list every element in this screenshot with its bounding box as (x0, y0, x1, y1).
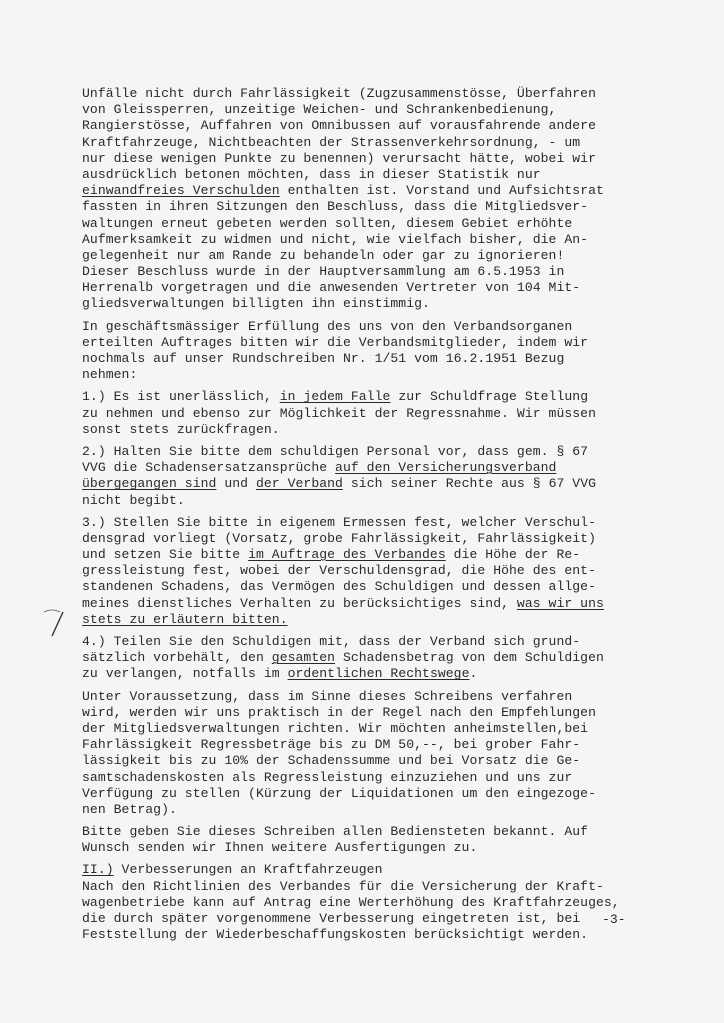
text-segment: Verbesserungen an Kraftfahrzeugen (113, 862, 383, 878)
text-line (82, 927, 702, 943)
text-segment: Feststellung der Wiederbeschaffungskosten berücksichtigt werden. (82, 927, 589, 943)
page-number: -3- (602, 912, 626, 927)
text-line (82, 596, 702, 612)
text-line (82, 493, 702, 509)
text-segment: und setzen Sie bitte (82, 547, 249, 563)
underlined-text: übergegangen sind (82, 476, 217, 492)
text-line (82, 531, 702, 547)
text-segment: Schadensbetrag von dem Schuldigen (335, 650, 604, 666)
text-line (82, 296, 702, 312)
paragraph (82, 86, 702, 313)
paragraph (82, 862, 702, 943)
text-segment: Bitte geben Sie dieses Schreiben allen Bediensteten bekannt. Auf (82, 824, 589, 840)
underlined-text: II.) (82, 862, 114, 878)
paragraph (82, 389, 702, 438)
text-segment: wagenbetriebe kann auf Antrag eine Werterhöhung des Kraftfahrzeuges, (82, 894, 620, 910)
text-segment: sätzlich vorbehält, den (82, 650, 272, 666)
text-segment: die Höhe der Re- (445, 547, 581, 563)
text-line (82, 650, 702, 666)
underlined-text: stets zu erläutern bitten. (82, 611, 288, 627)
underlined-text: der Verband (255, 476, 343, 492)
text-line (82, 135, 702, 151)
text-segment: erteilten Auftrages bitten wir die Verbandsmitglieder, indem wir (82, 334, 589, 350)
text-segment: 3.) Stellen Sie bitte in eigenem Ermessen fest, welcher Verschul- (82, 514, 596, 530)
underlined-text: auf den Versicherungsverband (335, 460, 557, 476)
text-line (82, 879, 702, 895)
text-segment: Herrenalb vorgetragen und die anwesenden Vertreter von 104 Mit- (82, 280, 581, 296)
text-segment: Fahrlässigkeit Regressbeträge bis zu DM 50,--, bei grober Fahr- (82, 737, 581, 753)
text-segment: gressleistung fest, wobei der Verschuldensgrad, die Höhe des ent- (82, 563, 596, 579)
text-segment: zur Schuldfrage Stellung (390, 389, 589, 405)
text-line (82, 689, 702, 705)
text-line (82, 319, 702, 335)
text-line (82, 786, 702, 802)
text-line (82, 515, 702, 531)
paragraph (82, 515, 702, 628)
text-segment: nehmen: (82, 367, 138, 383)
text-segment: nen Betrag). (82, 801, 177, 817)
text-segment: lässigkeit bis zu 10% der Schadenssumme und bei Vorsatz die Ge- (82, 753, 581, 769)
text-segment: Wunsch senden wir Ihnen weitere Ausfertigungen zu. (82, 840, 478, 856)
document-body (82, 86, 702, 949)
text-segment: zu nehmen und ebenso zur Möglichkeit der Regressnahme. Wir müssen (82, 405, 596, 421)
text-line (82, 86, 702, 102)
text-line (82, 721, 702, 737)
text-segment: waltungen erneut gebeten werden sollten, diesem Gebiet erhöhte (82, 215, 573, 231)
text-line (82, 770, 702, 786)
text-segment: und (216, 476, 256, 492)
text-line (82, 199, 702, 215)
text-line (82, 634, 702, 650)
text-segment: Kraftfahrzeuge, Nichtbeachten der Strassenverkehrsordnung, - um (82, 134, 581, 150)
text-line (82, 737, 702, 753)
text-line (82, 666, 702, 682)
text-segment: gliedsverwaltungen billigten ihn einstimmig. (82, 296, 430, 312)
text-segment: 1.) Es ist unerlässlich, (82, 389, 280, 405)
text-line (82, 705, 702, 721)
underlined-text: ordentlichen Rechtswege (287, 666, 470, 682)
text-segment: fassten in ihren Sitzungen den Beschluss, dass die Mitgliedsver- (82, 199, 589, 215)
text-segment: In geschäftsmässiger Erfüllung des uns von den Verbandsorganen (82, 318, 573, 334)
text-line (82, 118, 702, 134)
text-line (82, 460, 702, 476)
text-line (82, 167, 702, 183)
text-line (82, 579, 702, 595)
underlined-text: gesamten (271, 650, 336, 666)
text-line (82, 802, 702, 818)
text-line (82, 351, 702, 367)
text-segment: samtschadenskosten als Regressleistung einzuziehen und uns zur (82, 769, 573, 785)
text-line (82, 862, 702, 878)
text-segment: nicht begibt. (82, 492, 185, 508)
underlined-text: einwandfreies Verschulden (82, 183, 280, 199)
text-line (82, 335, 702, 351)
paragraph (82, 319, 702, 384)
text-line (82, 444, 702, 460)
text-segment: ausdrücklich betonen möchten, dass in dieser Statistik nur (82, 166, 541, 182)
text-segment: Dieser Beschluss wurde in der Hauptversammlung am 6.5.1953 in (82, 264, 565, 280)
paragraph (82, 444, 702, 509)
text-line (82, 612, 702, 628)
text-line (82, 895, 702, 911)
text-line (82, 216, 702, 232)
text-segment: . (469, 666, 478, 682)
text-segment: der Mitgliedsverwaltungen richten. Wir möchten anheimstellen,bei (82, 720, 589, 736)
text-line (82, 824, 702, 840)
text-segment: VVG die Schadensersatzansprüche (82, 460, 336, 476)
paragraph (82, 824, 702, 856)
text-segment: zu verlangen, notfalls im (82, 666, 288, 682)
text-segment: nochmals auf unser Rundschreiben Nr. 1/51 vom 16.2.1951 Bezug (82, 351, 565, 366)
text-line (82, 547, 702, 563)
text-segment: standenen Schadens, das Vermögen des Schuldigen und dessen allge- (82, 579, 596, 595)
text-segment: wird, werden wir uns praktisch in der Regel nach den Empfehlungen (82, 704, 596, 720)
text-line (82, 476, 702, 492)
text-line (82, 422, 702, 438)
text-line (82, 753, 702, 769)
text-segment: die durch später vorgenommene Verbesserung eingetreten ist, bei (82, 911, 581, 926)
text-segment: nur diese wenigen Punkte zu benennen) verursacht hätte, wobei wir (82, 150, 596, 166)
text-segment: Verfügung zu stellen (Kürzung der Liquidationen um den eingezoge- (82, 785, 596, 801)
text-segment: Aufmerksamkeit zu widmen und nicht, wie vielfach bisher, die An- (82, 231, 589, 247)
text-segment: von Gleissperren, unzeitige Weichen- und Schrankenbedienung, (82, 102, 557, 118)
text-segment: Rangierstösse, Auffahren von Omnibussen auf vorausfahrende andere (82, 118, 596, 134)
text-segment: sich seiner Rechte aus § 67 VVG (342, 476, 597, 492)
text-line (82, 102, 702, 118)
text-line (82, 367, 702, 383)
text-segment: 4.) Teilen Sie den Schuldigen mit, dass der Verband sich grund- (82, 634, 581, 649)
text-segment: Unfälle nicht durch Fahrlässigkeit (Zugzusammenstösse, Überfahren (82, 86, 596, 101)
underlined-text: im Auftrage des Verbandes (248, 547, 446, 563)
text-line (82, 151, 702, 167)
text-segment: Nach den Richtlinien des Verbandes für die Versicherung der Kraft- (82, 878, 604, 894)
text-segment: 2.) Halten Sie bitte dem schuldigen Personal vor, dass gem. § 67 (82, 443, 589, 459)
paragraph (82, 634, 702, 683)
text-line (82, 563, 702, 579)
text-line (82, 183, 702, 199)
text-segment: sonst stets zurückfragen. (82, 421, 280, 437)
text-line (82, 406, 702, 422)
text-line (82, 389, 702, 405)
text-segment: Unter Voraussetzung, dass im Sinne dieses Schreibens verfahren (82, 688, 573, 704)
text-segment: enthalten ist. Vorstand und Aufsichtsrat (279, 183, 604, 199)
text-line (82, 264, 702, 280)
paragraph (82, 689, 702, 819)
text-line (82, 232, 702, 248)
text-line (82, 840, 702, 856)
underlined-text: was wir uns (516, 595, 604, 611)
text-line (82, 280, 702, 296)
text-line (82, 248, 702, 264)
text-segment: gelegenheit nur am Rande zu behandeln oder gar zu ignorieren! (82, 247, 565, 263)
underlined-text: in jedem Falle (279, 389, 391, 405)
text-segment: meines dienstliches Verhalten zu berücksichtiges sind, (82, 595, 517, 611)
text-segment: densgrad vorliegt (Vorsatz, grobe Fahrlässigkeit, Fahrlässigkeit) (82, 530, 596, 546)
